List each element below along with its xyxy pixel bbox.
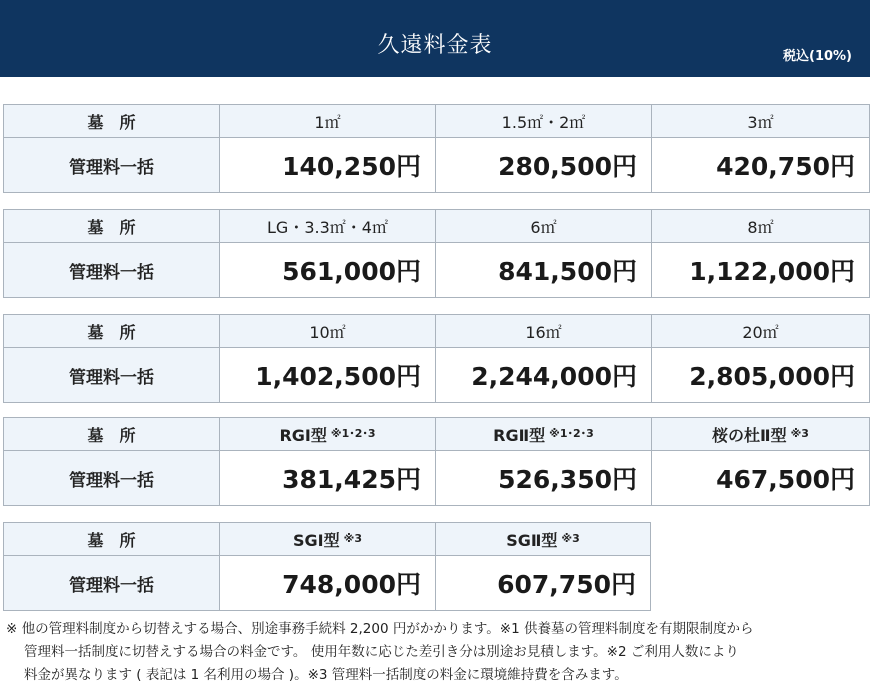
fee-label: 管理料一括 [4, 138, 220, 193]
fee-label: 管理料一括 [4, 243, 220, 298]
price-cell: 748,000円 [220, 556, 436, 611]
note-mark: ※1･2･3 [330, 426, 376, 440]
price-cell: 841,500円 [436, 243, 652, 298]
footnote [6, 618, 866, 687]
fee-label: 管理料一括 [4, 348, 220, 403]
price-cell: 467,500円 [652, 451, 870, 506]
price-cell: 1,402,500円 [220, 348, 436, 403]
note-mark: ※3 [790, 426, 809, 440]
price-table-3 [3, 314, 870, 403]
size-cell: 10㎡ [220, 315, 436, 348]
grave-label: 墓 所 [4, 523, 220, 556]
price-cell: 526,350円 [436, 451, 652, 506]
note-mark: ※1･2･3 [549, 426, 594, 440]
price-cell: 2,805,000円 [652, 348, 870, 403]
fee-label: 管理料一括 [4, 451, 220, 506]
size-cell: 6㎡ [436, 210, 652, 243]
footnote-line: ※ 他の管理料制度から切替えする場合、別途事務手続料 2,200 円がかかります。※1 供養墓の管理料制度を有期限制度から [6, 621, 754, 637]
fee-label: 管理料一括 [4, 556, 220, 611]
footnote-line: 管理料一括制度に切替えする場合の料金です。 使用年数に応じた差引き分は別途お見積します。※2 ご利用人数により [24, 644, 739, 660]
price-cell: 2,244,000円 [436, 348, 652, 403]
type-name: 桜の杜Ⅱ型 [712, 425, 787, 445]
size-cell: 1㎡ [220, 105, 436, 138]
size-cell: 3㎡ [652, 105, 870, 138]
price-cell: 280,500円 [436, 138, 652, 193]
price-cell: 381,425円 [220, 451, 436, 506]
price-cell: 561,000円 [220, 243, 436, 298]
type-cell [220, 418, 436, 451]
price-table-5 [3, 522, 651, 611]
price-table-1 [3, 104, 870, 193]
type-cell [436, 523, 651, 556]
price-table-4 [3, 417, 870, 506]
size-cell: 16㎡ [436, 315, 652, 348]
type-cell [652, 418, 870, 451]
tax-note: 税込(10%) [783, 49, 852, 64]
price-table-2 [3, 209, 870, 298]
type-name: SGⅡ型 [506, 530, 558, 550]
size-cell: LG・3.3㎡・4㎡ [220, 210, 436, 243]
type-name: RGⅠ型 [279, 425, 327, 445]
size-cell: 8㎡ [652, 210, 870, 243]
type-cell [220, 523, 436, 556]
note-mark: ※3 [343, 531, 362, 545]
type-name: RGⅡ型 [493, 425, 546, 445]
note-mark: ※3 [561, 531, 580, 545]
type-cell [436, 418, 652, 451]
price-cell: 607,750円 [436, 556, 651, 611]
price-cell: 1,122,000円 [652, 243, 870, 298]
price-cell: 420,750円 [652, 138, 870, 193]
type-name: SGⅠ型 [293, 530, 340, 550]
page-title: 久遠料金表 [377, 33, 493, 58]
grave-label: 墓 所 [4, 315, 220, 348]
header-bar [0, 0, 870, 77]
size-cell: 1.5㎡・2㎡ [436, 105, 652, 138]
footnote-line: 料金が異なります ( 表記は 1 名利用の場合 )。※3 管理料一括制度の料金に環境維持費を含みます。 [24, 667, 628, 683]
grave-label: 墓 所 [4, 105, 220, 138]
grave-label: 墓 所 [4, 210, 220, 243]
grave-label: 墓 所 [4, 418, 220, 451]
price-cell: 140,250円 [220, 138, 436, 193]
size-cell: 20㎡ [652, 315, 870, 348]
